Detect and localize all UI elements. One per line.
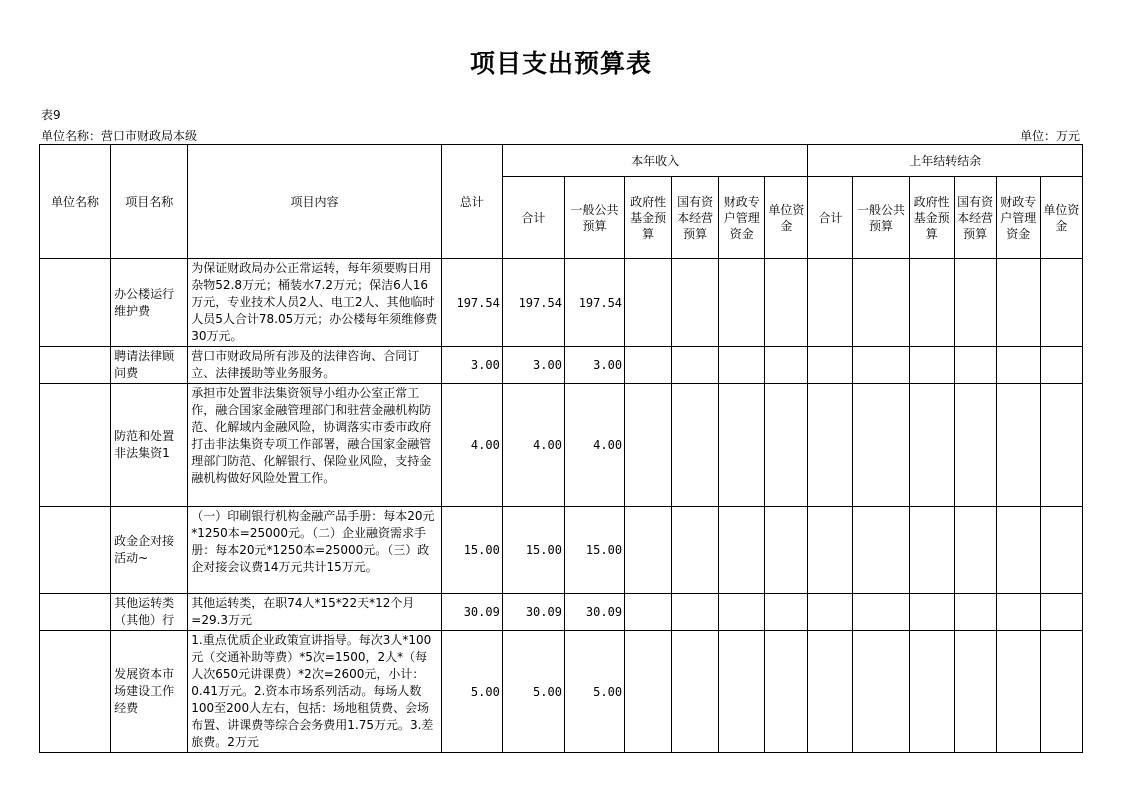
project-name-cell: 其他运转类（其他）行 bbox=[111, 594, 188, 631]
project-name-cell: 发展资本市场建设工作经费 bbox=[111, 631, 188, 753]
total-cell: 4.00 bbox=[441, 384, 502, 507]
project-name-cell: 办公楼运行维护费 bbox=[111, 259, 188, 347]
cur-general-cell: 5.00 bbox=[564, 631, 624, 753]
col-unit-name: 单位名称 bbox=[40, 145, 111, 259]
unit-cell bbox=[40, 507, 111, 594]
unit-cell bbox=[40, 594, 111, 631]
total-cell: 15.00 bbox=[441, 507, 502, 594]
unit-cell bbox=[40, 631, 111, 753]
unit-name: 单位名称：营口市财政局本级 bbox=[41, 129, 198, 143]
col-total: 总计 bbox=[441, 145, 502, 259]
col-prev-fund: 政府性基金预算 bbox=[909, 177, 954, 259]
cur-general-cell: 3.00 bbox=[564, 347, 624, 384]
table-row bbox=[40, 631, 1083, 753]
project-content-cell: 为保证财政局办公正常运转，每年须要购日用杂物52.8万元；桶装水7.2万元；保洁6人16万元，专业技术人员2人、电工2人、其他临时人员5人合计78.05万元；办公楼每年须维修费30万元。 bbox=[188, 259, 441, 347]
project-content-cell: 其他运转类，在职74人*15*22天*12个月=29.3万元 bbox=[188, 594, 441, 631]
total-cell: 5.00 bbox=[441, 631, 502, 753]
project-name-cell: 防范和处置非法集资1 bbox=[111, 384, 188, 507]
col-cur-state-capital: 国有资本经营预算 bbox=[672, 177, 719, 259]
group-current-income: 本年收入 bbox=[502, 145, 808, 177]
project-content-cell: 1.重点优质企业政策宣讲指导。每次3人*100元（交通补助等费）*5次=1500，2人*（每人次650元讲课费）*2次=2600元，小计：0.41万元。2.资本市场系列活动。每场人数100至200人左右，包括：场地租赁费、会场布置、讲课费等综合会务费用1.75万元。3.差旅费。2万元 bbox=[188, 631, 441, 753]
project-content-cell: （一）印刷银行机构金融产品手册：每本20元*1250本=25000元。（二）企业融资需求手册：每本20元*1250本=25000元。（三）政企对接会议费14万元共计15万元。 bbox=[188, 507, 441, 594]
col-prev-state-capital: 国有资本经营预算 bbox=[954, 177, 996, 259]
budget-table bbox=[39, 144, 1083, 753]
cur-general-cell: 4.00 bbox=[564, 384, 624, 507]
table-row bbox=[40, 507, 1083, 594]
cur-sum-cell: 4.00 bbox=[502, 384, 564, 507]
project-content-cell: 营口市财政局所有涉及的法律咨询、合同订立、法律援助等业务服务。 bbox=[188, 347, 441, 384]
project-content-cell: 承担市处置非法集资领导小组办公室正常工作，融合国家金融管理部门和驻营金融机构防范、化解域内金融风险，协调落实市委市政府打击非法集资专项工作部署，融合国家金融管理部门防范、化解银行、保险业风险，支持金融机构做好风险处置工作。 bbox=[188, 384, 441, 507]
cur-sum-cell: 3.00 bbox=[502, 347, 564, 384]
cur-general-cell: 15.00 bbox=[564, 507, 624, 594]
table-row bbox=[40, 384, 1083, 507]
total-cell: 30.09 bbox=[441, 594, 502, 631]
table-row bbox=[40, 347, 1083, 384]
unit-label: 单位：万元 bbox=[1019, 129, 1080, 143]
cur-sum-cell: 30.09 bbox=[502, 594, 564, 631]
table-row bbox=[40, 594, 1083, 631]
col-cur-sum: 合计 bbox=[502, 177, 564, 259]
col-prev-unit-fund: 单位资金 bbox=[1040, 177, 1082, 259]
page-title: 项目支出预算表 bbox=[469, 49, 652, 78]
col-prev-special-account: 财政专户管理资金 bbox=[996, 177, 1040, 259]
unit-cell bbox=[40, 384, 111, 507]
cur-sum-cell: 15.00 bbox=[502, 507, 564, 594]
col-cur-special-account: 财政专户管理资金 bbox=[719, 177, 765, 259]
unit-cell bbox=[40, 347, 111, 384]
col-prev-general: 一般公共预算 bbox=[853, 177, 909, 259]
total-cell: 3.00 bbox=[441, 347, 502, 384]
col-cur-unit-fund: 单位资金 bbox=[765, 177, 808, 259]
project-name-cell: 政金企对接活动~ bbox=[111, 507, 188, 594]
cur-general-cell: 30.09 bbox=[564, 594, 624, 631]
col-cur-fund: 政府性基金预算 bbox=[625, 177, 672, 259]
project-name-cell: 聘请法律顾问费 bbox=[111, 347, 188, 384]
cur-sum-cell: 5.00 bbox=[502, 631, 564, 753]
group-carryover: 上年结转结余 bbox=[808, 145, 1083, 177]
table-number: 表9 bbox=[41, 108, 61, 122]
unit-cell bbox=[40, 259, 111, 347]
total-cell: 197.54 bbox=[441, 259, 502, 347]
col-prev-sum: 合计 bbox=[808, 177, 853, 259]
cur-sum-cell: 197.54 bbox=[502, 259, 564, 347]
col-cur-general: 一般公共预算 bbox=[564, 177, 624, 259]
col-project-content: 项目内容 bbox=[188, 145, 441, 259]
cur-general-cell: 197.54 bbox=[564, 259, 624, 347]
col-project-name: 项目名称 bbox=[111, 145, 188, 259]
table-row bbox=[40, 259, 1083, 347]
